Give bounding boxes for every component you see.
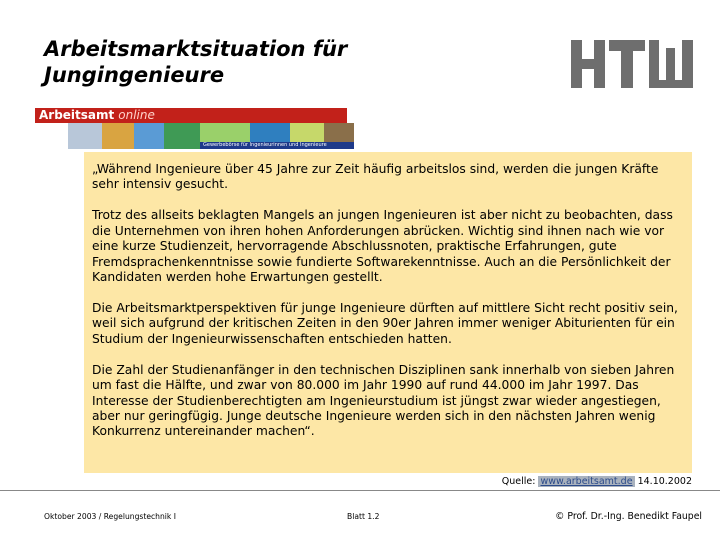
quote-paragraph: Die Arbeitsmarktperspektiven für junge Ingenieure dürften auf mittlere Sicht recht positiv sein, weil sich aufgrund der kritischen Zeiten in den 90er Jahren immer weniger Abiturienten für ein Studium der Ingenieurwissenschaften entschieden hatten. [92,301,678,346]
banner-brand: Arbeitsamt [39,108,115,122]
quote-paragraph: Trotz des allseits beklagten Mangels an jungen Ingenieuren ist aber nicht zu beobachten, dass die Unternehmen von ihren hohen Anforderungen abrücken. Wichtig sind ihnen nach wie vor eine kurze Studienzeit, hervorragende Abschlussnoten, praktische Erfahrungen, gute Fremdsprachenkenntnisse sowie fundierte Softwarekenntnisse. Auch an die Persönlichkeit der Kandidaten werden hohe Erwartungen gestellt. [92,208,673,285]
quote-paragraph: Die Zahl der Studienanfänger in den technischen Disziplinen sank innerhalb von sieben Jahren um fast die Hälfte, und zwar von 80.000 im Jahr 1990 auf rund 44.000 im Jahr 1997. Das Interesse der Studienberechtigten am Ingenieurstudium ist jüngst zwar wieder angestiegen, aber nur geringfügig. Junge deutsche Ingenieure werden sich in den nächsten Jahren wenig Konkurrenz untereinander machen“. [92,362,675,439]
source-prefix: Quelle: [501,476,536,487]
footer-page: Blatt 1.2 [347,512,380,521]
banner-image-strip [68,123,354,149]
quote-paragraph: „Während Ingenieure über 45 Jahre zur Zeit häufig arbeitslos sind, werden die jungen Kräfte sehr intensiv gesucht. [92,162,659,192]
source-date: 14.10.2002 [637,476,692,487]
footer-course: Oktober 2003 / Regelungstechnik I [44,512,176,521]
arbeitsamt-online-banner [35,108,347,123]
source-link[interactable]: www.arbeitsamt.de [540,476,633,487]
banner-brand-suffix: online [118,108,155,122]
htw-logo [571,40,693,88]
footer-author: © Prof. Dr.-Ing. Benedikt Faupel [555,511,702,522]
source-citation [502,476,692,488]
banner-strip-label: Gewerbebörse für Ingenieurinnen und Ingenieure [200,142,354,149]
footer-divider [0,490,720,491]
slide-title: Arbeitsmarktsituation für Jungingenieure [44,37,348,87]
quote-box [84,152,692,473]
